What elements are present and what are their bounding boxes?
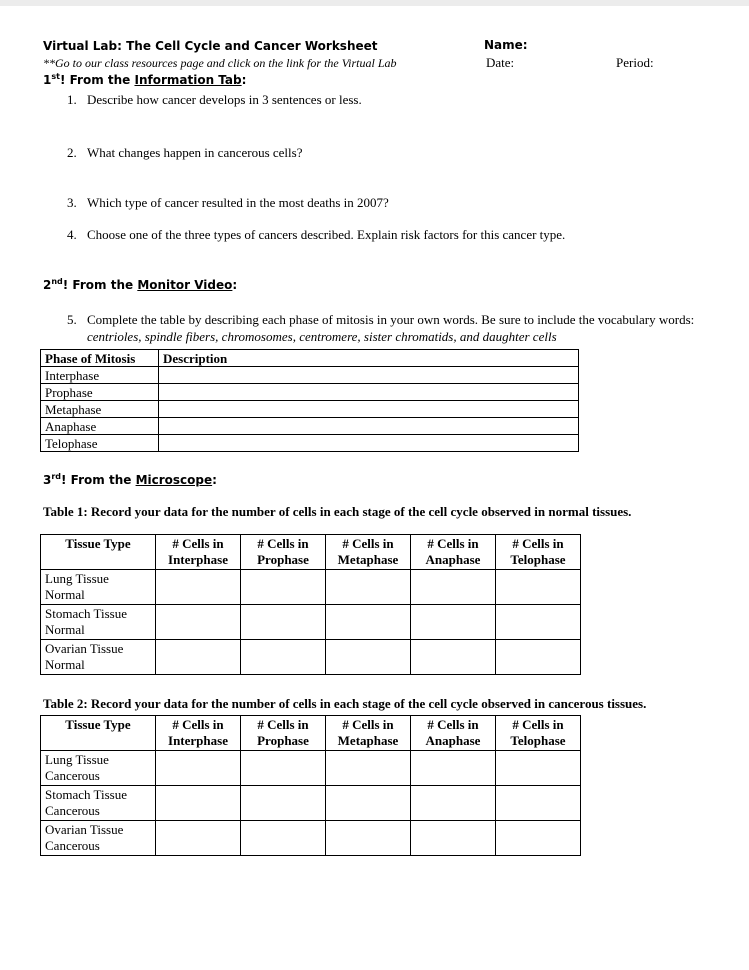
description-answer-cell bbox=[159, 384, 579, 401]
count-answer-cell bbox=[496, 821, 581, 856]
description-answer-cell bbox=[159, 367, 579, 384]
question-number: 5. bbox=[67, 312, 77, 327]
telophase-header bbox=[496, 716, 581, 751]
table-row-stomach-normal bbox=[41, 605, 581, 640]
table-row-lung-normal bbox=[41, 570, 581, 605]
table-header-row bbox=[41, 535, 581, 570]
page-title: Virtual Lab: The Cell Cycle and Cancer Worksheet bbox=[43, 39, 378, 53]
ordinal-text: 3 bbox=[43, 473, 52, 487]
scan-edge-top bbox=[0, 0, 749, 6]
mitosis-row-prophase bbox=[41, 384, 579, 401]
count-answer-cell bbox=[326, 640, 411, 675]
tissue-type-cell bbox=[41, 821, 156, 856]
table-row-stomach-cancerous bbox=[41, 786, 581, 821]
ordinal-text: 2 bbox=[43, 278, 52, 292]
heading-target: Microscope bbox=[135, 473, 213, 487]
tissue-line2: Cancerous bbox=[45, 838, 100, 853]
prophase-header bbox=[241, 716, 326, 751]
count-answer-cell bbox=[326, 605, 411, 640]
ordinal-text: 1 bbox=[43, 73, 52, 87]
date-label: Date: bbox=[486, 55, 515, 70]
table-row-ovarian-cancerous bbox=[41, 821, 581, 856]
table-row-lung-cancerous bbox=[41, 751, 581, 786]
heading-colon: : bbox=[241, 73, 247, 87]
question-5 bbox=[43, 311, 710, 345]
mitosis-table bbox=[40, 349, 579, 452]
header-line2: Metaphase bbox=[337, 552, 399, 567]
phase-cell: Prophase bbox=[41, 384, 159, 401]
header-line1: # Cells in bbox=[512, 717, 564, 732]
header-line1: # Cells in bbox=[257, 717, 309, 732]
count-answer-cell bbox=[411, 605, 496, 640]
tissue-type-header: Tissue Type bbox=[41, 716, 156, 751]
count-answer-cell bbox=[326, 786, 411, 821]
header-line2: Prophase bbox=[257, 733, 309, 748]
heading-connector: ! From the bbox=[61, 473, 136, 487]
tissue-type-cell bbox=[41, 570, 156, 605]
question-2 bbox=[43, 144, 710, 161]
mitosis-row-metaphase bbox=[41, 401, 579, 418]
count-answer-cell bbox=[411, 821, 496, 856]
question-number: 3. bbox=[67, 195, 77, 210]
question-1 bbox=[43, 91, 710, 108]
header-line1: # Cells in bbox=[427, 717, 479, 732]
mitosis-header-row bbox=[41, 350, 579, 367]
question-number: 1. bbox=[67, 92, 77, 107]
count-answer-cell bbox=[241, 570, 326, 605]
count-answer-cell bbox=[326, 570, 411, 605]
phase-cell: Anaphase bbox=[41, 418, 159, 435]
tissue-type-header: Tissue Type bbox=[41, 535, 156, 570]
count-answer-cell bbox=[241, 751, 326, 786]
tissue-type-cell bbox=[41, 640, 156, 675]
count-answer-cell bbox=[496, 751, 581, 786]
phase-of-mitosis-header: Phase of Mitosis bbox=[41, 350, 159, 367]
tissue-line1: Lung Tissue bbox=[45, 752, 109, 767]
header-line1: # Cells in bbox=[172, 536, 224, 551]
question-4 bbox=[43, 226, 710, 243]
tissue-line1: Ovarian Tissue bbox=[45, 641, 124, 656]
heading-colon: : bbox=[212, 473, 217, 487]
question-text bbox=[87, 311, 710, 345]
telophase-header bbox=[496, 535, 581, 570]
count-answer-cell bbox=[156, 640, 241, 675]
count-answer-cell bbox=[241, 786, 326, 821]
header-line2: Anaphase bbox=[425, 733, 481, 748]
interphase-header bbox=[156, 535, 241, 570]
ordinal-suffix: nd bbox=[51, 277, 63, 286]
ordinal-suffix: st bbox=[51, 72, 60, 81]
description-answer-cell bbox=[159, 418, 579, 435]
mitosis-row-telophase bbox=[41, 435, 579, 452]
tissue-line1: Stomach Tissue bbox=[45, 606, 127, 621]
question-text: Choose one of the three types of cancers described. Explain risk factors for this cancer type. bbox=[87, 227, 566, 242]
prophase-header bbox=[241, 535, 326, 570]
count-answer-cell bbox=[241, 640, 326, 675]
count-answer-cell bbox=[156, 751, 241, 786]
section-heading-microscope bbox=[43, 472, 710, 489]
section-heading-information-tab bbox=[43, 72, 710, 89]
mitosis-row-interphase bbox=[41, 367, 579, 384]
section-heading-monitor-video bbox=[43, 277, 710, 294]
count-answer-cell bbox=[156, 570, 241, 605]
count-answer-cell bbox=[496, 605, 581, 640]
tissue-line2: Normal bbox=[45, 657, 85, 672]
count-answer-cell bbox=[411, 786, 496, 821]
description-header: Description bbox=[159, 350, 579, 367]
tissue-line2: Cancerous bbox=[45, 803, 100, 818]
heading-target: Information Tab bbox=[134, 73, 242, 87]
question-number: 2. bbox=[67, 145, 77, 160]
question-text: What changes happen in cancerous cells? bbox=[87, 145, 303, 160]
tissue-line1: Lung Tissue bbox=[45, 571, 109, 586]
phase-cell: Interphase bbox=[41, 367, 159, 384]
tissue-line2: Normal bbox=[45, 587, 85, 602]
interphase-header bbox=[156, 716, 241, 751]
normal-tissue-table bbox=[40, 534, 581, 675]
instructions-note: **Go to our class resources page and click on the link for the Virtual Lab bbox=[43, 56, 397, 70]
header-line1: # Cells in bbox=[512, 536, 564, 551]
phase-cell: Telophase bbox=[41, 435, 159, 452]
header-line1: # Cells in bbox=[172, 717, 224, 732]
ordinal-suffix: rd bbox=[51, 472, 62, 481]
metaphase-header bbox=[326, 535, 411, 570]
tissue-type-cell bbox=[41, 751, 156, 786]
heading-target: Monitor Video bbox=[137, 278, 233, 292]
header-line1: # Cells in bbox=[342, 717, 394, 732]
metaphase-header bbox=[326, 716, 411, 751]
description-answer-cell bbox=[159, 401, 579, 418]
phase-cell: Metaphase bbox=[41, 401, 159, 418]
tissue-type-cell bbox=[41, 605, 156, 640]
count-answer-cell bbox=[411, 640, 496, 675]
count-answer-cell bbox=[156, 786, 241, 821]
header-line1: # Cells in bbox=[427, 536, 479, 551]
count-answer-cell bbox=[326, 751, 411, 786]
table-row-ovarian-normal bbox=[41, 640, 581, 675]
tissue-line1: Stomach Tissue bbox=[45, 787, 127, 802]
question-text-normal: Complete the table by describing each phase of mitosis in your own words. Be sure to include the vocabulary words: bbox=[87, 312, 695, 327]
header-line1: # Cells in bbox=[257, 536, 309, 551]
count-answer-cell bbox=[156, 605, 241, 640]
header-line2: Anaphase bbox=[425, 552, 481, 567]
period-label: Period: bbox=[616, 55, 654, 70]
question-3 bbox=[43, 194, 710, 211]
mitosis-row-anaphase bbox=[41, 418, 579, 435]
count-answer-cell bbox=[411, 751, 496, 786]
anaphase-header bbox=[411, 716, 496, 751]
question-text: Which type of cancer resulted in the most deaths in 2007? bbox=[87, 195, 389, 210]
worksheet-header bbox=[43, 38, 710, 72]
header-line2: Telophase bbox=[510, 552, 566, 567]
count-answer-cell bbox=[496, 786, 581, 821]
header-line2: Metaphase bbox=[337, 733, 399, 748]
vocabulary-words-italic: centrioles, spindle fibers, chromosomes, centromere, sister chromatids, and daughter cells bbox=[87, 329, 557, 344]
heading-colon: : bbox=[232, 278, 238, 292]
tissue-line1: Ovarian Tissue bbox=[45, 822, 124, 837]
header-line2: Interphase bbox=[168, 733, 228, 748]
count-answer-cell bbox=[156, 821, 241, 856]
tissue-type-cell bbox=[41, 786, 156, 821]
count-answer-cell bbox=[411, 570, 496, 605]
header-line2: Interphase bbox=[168, 552, 228, 567]
count-answer-cell bbox=[326, 821, 411, 856]
header-line1: # Cells in bbox=[342, 536, 394, 551]
heading-connector: ! From the bbox=[62, 278, 138, 292]
table2-caption: Table 2: Record your data for the number of cells in each stage of the cell cycle observed in cancerous tissues. bbox=[43, 696, 647, 711]
header-line2: Prophase bbox=[257, 552, 309, 567]
tissue-line2: Normal bbox=[45, 622, 85, 637]
count-answer-cell bbox=[496, 640, 581, 675]
anaphase-header bbox=[411, 535, 496, 570]
cancerous-tissue-table bbox=[40, 715, 581, 856]
question-number: 4. bbox=[67, 227, 77, 242]
count-answer-cell bbox=[496, 570, 581, 605]
heading-connector: ! From the bbox=[59, 73, 135, 87]
count-answer-cell bbox=[241, 605, 326, 640]
table-header-row bbox=[41, 716, 581, 751]
question-text: Describe how cancer develops in 3 sentences or less. bbox=[87, 92, 362, 107]
name-label: Name: bbox=[484, 38, 528, 52]
header-line2: Telophase bbox=[510, 733, 566, 748]
tissue-line2: Cancerous bbox=[45, 768, 100, 783]
table1-caption: Table 1: Record your data for the number of cells in each stage of the cell cycle observed in normal tissues. bbox=[43, 504, 632, 519]
count-answer-cell bbox=[241, 821, 326, 856]
description-answer-cell bbox=[159, 435, 579, 452]
